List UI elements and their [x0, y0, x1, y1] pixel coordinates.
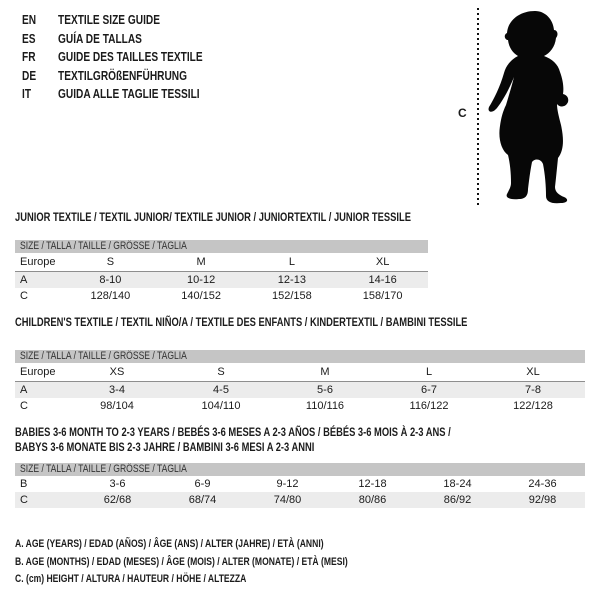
size-cell: 4-5	[213, 384, 229, 396]
table-row	[15, 492, 585, 508]
size-cell: 24-36	[528, 478, 557, 490]
size-cell: 86/92	[443, 494, 472, 506]
row-label: C	[20, 290, 28, 302]
language-code: EN	[22, 12, 37, 27]
language-code: FR	[22, 49, 36, 65]
size-cell: 10-12	[187, 274, 216, 286]
size-cell: 6-7	[421, 384, 437, 396]
section-childrens-textile	[15, 316, 585, 414]
column-header: M	[196, 256, 206, 268]
height-reference-figure	[0, 0, 600, 215]
language-title: GUIDA ALLE TAGLIE TESSILI	[58, 86, 200, 102]
table-row	[15, 363, 585, 382]
size-cell: 14-16	[368, 274, 397, 286]
junior-section-heading: JUNIOR TEXTILE / TEXTIL JUNIOR/ TEXTILE JUNIOR / JUNIORTEXTIL / JUNIOR TESSILE	[15, 210, 411, 224]
column-header: XS	[109, 366, 125, 378]
size-cell: 12-13	[277, 274, 306, 286]
section-babies-textile	[15, 425, 585, 508]
size-cell: 140/152	[181, 290, 221, 302]
size-cell: 12-18	[358, 478, 387, 490]
language-title: TEXTILE SIZE GUIDE	[58, 12, 160, 27]
row-label: B	[20, 478, 28, 490]
children-section-heading: CHILDREN'S TEXTILE / TEXTIL NIÑO/A / TEXTILE DES ENFANTS / KINDERTEXTIL / BAMBINI TESSILE	[15, 315, 468, 329]
table-row	[15, 253, 428, 272]
row-label: C	[20, 400, 28, 412]
size-cell: 3-4	[109, 384, 125, 396]
footnote-b: B. AGE (MONTHS) / EDAD (MESES) / ÂGE (MOIS) / ALTER (MONATE) / ETÀ (MESI)	[15, 555, 348, 568]
size-cell: 9-12	[276, 478, 299, 490]
column-header: XL	[526, 366, 540, 378]
height-measure-label: C	[458, 106, 467, 120]
row-label: C	[20, 494, 28, 506]
table-row	[15, 288, 428, 304]
size-cell: 122/128	[513, 400, 553, 412]
size-cell: 5-6	[317, 384, 333, 396]
size-band-label: SIZE / TALLA / TAILLE / GRÖSSE / TAGLIA	[20, 463, 187, 475]
children-size-table	[15, 350, 585, 414]
row-label: A	[20, 384, 28, 396]
language-code: IT	[22, 86, 32, 102]
size-cell: 80/86	[358, 494, 387, 506]
row-label: Europe	[20, 256, 56, 268]
size-cell: 92/98	[528, 494, 557, 506]
size-cell: 6-9	[194, 478, 211, 490]
column-header: S	[217, 366, 225, 378]
language-title: GUÍA DE TALLAS	[58, 30, 142, 46]
footnote-c: C. (cm) HEIGHT / ALTURA / HAUTEUR / HÖHE / ALTEZZA	[15, 573, 247, 585]
toddler-silhouette-icon	[484, 7, 574, 207]
row-label: A	[20, 274, 28, 286]
size-cell: 152/158	[271, 290, 312, 302]
size-cell: 110/116	[305, 400, 345, 412]
size-cell: 68/74	[188, 494, 217, 506]
table-row	[15, 272, 428, 288]
column-header: S	[106, 256, 115, 268]
language-title: GUIDE DES TAILLES TEXTILE	[58, 49, 203, 65]
language-code: DE	[22, 67, 37, 83]
section-junior-textile	[15, 211, 428, 304]
size-cell: 3-6	[109, 478, 126, 490]
size-cell: 104/110	[201, 400, 241, 412]
table-row	[15, 476, 585, 492]
size-cell: 128/140	[90, 290, 131, 302]
junior-size-table	[15, 240, 428, 304]
height-measure-dotted-line	[477, 8, 479, 208]
column-header: L	[288, 256, 295, 268]
size-cell: 62/68	[103, 494, 132, 506]
row-label: Europe	[20, 366, 56, 378]
size-band-label: SIZE / TALLA / TAILLE / GRÖSSE / TAGLIA	[20, 240, 187, 252]
column-header: L	[425, 366, 433, 378]
size-cell: 74/80	[273, 494, 302, 506]
babies-section-heading-line1: BABIES 3-6 MONTH TO 2-3 YEARS / BEBÉS 3-6 MESES A 2-3 AÑOS / BÉBÉS 3-6 MOIS À 2-3 ANS /	[15, 425, 451, 439]
language-code: ES	[22, 30, 36, 46]
size-cell: 8-10	[99, 274, 122, 286]
size-band-label: SIZE / TALLA / TAILLE / GRÖSSE / TAGLIA	[20, 350, 187, 362]
size-cell: 18-24	[443, 478, 472, 490]
column-header: XL	[375, 256, 390, 268]
size-cell: 98/104	[100, 400, 134, 412]
babies-section-heading-line2: BABYS 3-6 MONATE BIS 2-3 JAHRE / BAMBINI 3-6 MESI A 2-3 ANNI	[15, 440, 315, 454]
footnotes	[15, 536, 442, 589]
table-row	[15, 382, 585, 398]
language-title: TEXTILGRÖßENFÜHRUNG	[58, 67, 188, 83]
column-header: M	[320, 366, 330, 378]
table-row	[15, 398, 585, 414]
babies-size-table	[15, 463, 585, 508]
size-cell: 7-8	[525, 384, 541, 396]
footnote-a: A. AGE (YEARS) / EDAD (AÑOS) / ÂGE (ANS) / ALTER (JAHRE) / ETÀ (ANNI)	[15, 538, 324, 550]
size-cell: 116/122	[409, 400, 449, 412]
size-cell: 158/170	[362, 290, 403, 302]
